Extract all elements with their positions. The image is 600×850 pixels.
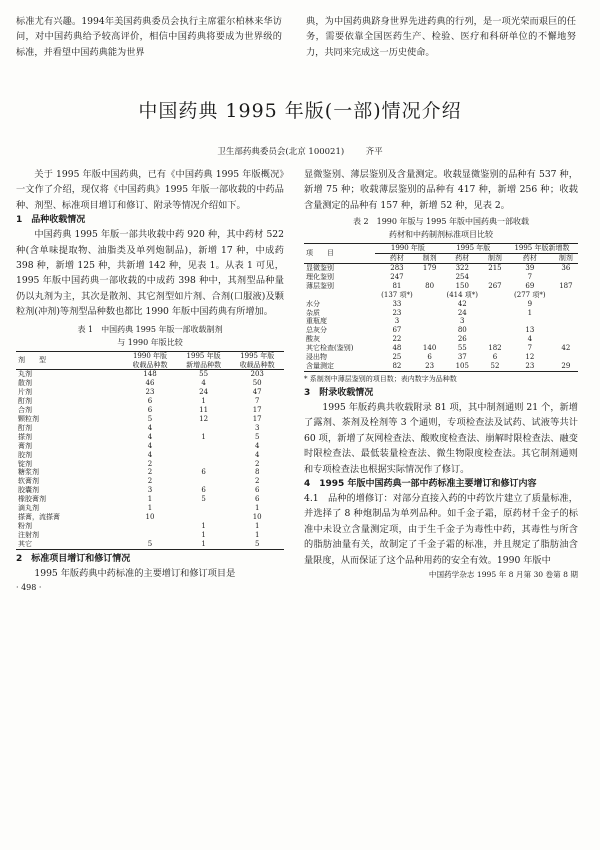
table-1-cell: 5	[147, 539, 153, 548]
table-2-cell: 215	[488, 264, 502, 273]
table-1-cell: 1	[147, 495, 153, 504]
table-1	[16, 323, 284, 550]
table-1-row	[16, 522, 284, 531]
table-2-cell: 247	[390, 272, 404, 281]
table-1-row	[16, 370, 284, 379]
affiliation: 卫生部药典委员会(北京 100021)	[217, 147, 345, 157]
table-2-cell	[419, 300, 441, 309]
table-1-cell: 1	[201, 530, 206, 539]
table-1-cell: 3	[147, 486, 153, 495]
table-2-cell	[419, 326, 441, 335]
table-1-cell: 6	[254, 495, 260, 504]
table-2-cell: 283	[390, 264, 404, 273]
table-2-row-label: 薄层鉴别	[306, 281, 334, 290]
table-1-cell: 1	[201, 539, 206, 548]
table-1-row-label: 酊剂	[18, 397, 32, 406]
section-3-heading: 3 附录收载情况	[304, 387, 374, 398]
table-1-row	[16, 495, 284, 504]
table-2-cell: 22	[392, 335, 402, 344]
table-1-header-type: 剂 型	[16, 351, 123, 370]
table-2-cell: 69	[525, 281, 535, 290]
table-2-cell: 81	[392, 281, 402, 290]
table-2-row	[304, 291, 578, 300]
table-1-caption-line1: 表 1 中国药典 1995 年版一部收载制剂	[77, 324, 223, 334]
table-2-row-label: 含量测定	[306, 362, 334, 370]
table-2-cell: 80	[425, 281, 435, 290]
table-1-row	[16, 406, 284, 415]
table-2-cell: 25	[392, 353, 402, 362]
table-2-cell: 150	[455, 281, 469, 290]
table-1-header-1990: 1990 年版	[132, 351, 167, 360]
table-1-cell: 1	[201, 397, 206, 406]
table-1-cell	[123, 522, 177, 531]
table-2-row-label: 杂质	[306, 308, 320, 317]
table-2-cell: 140	[422, 344, 437, 353]
table-1-row-label: 胶剂	[18, 450, 32, 459]
table-2-caption-line1: 表 2 1990 年版与 1995 年版中国药典一部收载	[353, 217, 529, 227]
table-1-row-label: 酊剂	[18, 423, 32, 432]
table-2-cell	[554, 335, 578, 344]
table-2-cell: 26	[457, 335, 467, 344]
table-1-cell: 4	[147, 432, 153, 441]
section-2-paragraph: 1995 年版药典中药标准的主要增订和修订项目是	[34, 567, 236, 579]
table-1-row-label: 散剂	[18, 379, 32, 388]
table-2-cell: 7	[527, 272, 533, 281]
table-2-row	[304, 317, 578, 326]
table-2-cell: 1	[527, 308, 533, 317]
table-1-cell: 1	[254, 521, 260, 530]
table-1-cell: 6	[201, 486, 206, 495]
journal-footer: 中国药学杂志 1995 年 8 月第 30 卷第 8 期	[428, 569, 578, 579]
section-3-paragraph: 1995 年版药典共收载附录 81 项，其中制剂通则 21 个，新增了露剂、茶剂及栓剂等 3 个通则，专项检查法及试药、试液等共计 60 项，新增了灰网检查法、酸败度检查法、崩解时限检查法、融变时限检查法、最低装量检查法、微生物限度检查法。其它制剂通则和专项检查法也根据实际情况作了修订。	[304, 401, 578, 475]
section-4-heading: 4 1995 年版中国药典一部中药标准主要增订和修订内容	[304, 478, 537, 489]
table-2-row-label: 浸出物	[306, 353, 327, 362]
table-2-cell	[554, 326, 578, 335]
table-2-cell: 12	[525, 353, 535, 362]
table-2-cell: 23	[425, 362, 435, 370]
table-2-cell: 254	[455, 272, 469, 281]
table-1-row-label: 橡胶膏剂	[18, 495, 46, 504]
table-2-cell: (137 项*)	[381, 290, 413, 299]
table-2-cell: 55	[457, 344, 467, 353]
table-2-row	[304, 309, 578, 318]
table-1-cell: 47	[252, 388, 262, 397]
table-2-cell: 39	[525, 264, 535, 273]
table-1-cell: 46	[145, 379, 155, 388]
table-2	[304, 215, 578, 385]
table-1-row	[16, 504, 284, 513]
table-2-cell: 67	[392, 326, 402, 335]
section-1-heading: 1 品种收载情况	[16, 215, 86, 226]
table-2-cell: 182	[488, 344, 502, 353]
table-1-row	[16, 460, 284, 469]
table-2-cell: 4	[527, 335, 533, 344]
table-2-row	[304, 344, 578, 353]
table-1-cell	[177, 424, 231, 433]
table-1-row	[16, 424, 284, 433]
table-2-row	[304, 300, 578, 309]
table-1-cell	[177, 504, 231, 513]
table-2-cell: 105	[455, 362, 469, 370]
table-2-subheader: 制剂	[487, 254, 502, 263]
table-1-cell: 203	[250, 370, 264, 379]
table-2-cell	[554, 291, 578, 300]
table-2-subheader: 制剂	[422, 254, 437, 263]
table-1-row	[16, 388, 284, 397]
table-1-cell: 2	[147, 468, 153, 477]
table-1-cell: 4	[254, 450, 260, 459]
table-1-cell: 17	[252, 406, 262, 415]
table-1-cell: 6	[147, 406, 153, 415]
table-1-row-label: 颗粒剂	[18, 415, 39, 423]
table-2-cell: 6	[492, 353, 498, 362]
table-1-cell	[177, 477, 231, 486]
table-1-cell: 4	[147, 423, 153, 432]
table-1-cell: 50	[252, 379, 262, 388]
table-2-cell: 37	[457, 353, 467, 362]
table-2-cell	[554, 317, 578, 326]
table-1-subheader-1995: 收载品种数	[239, 360, 275, 369]
table-1-cell: 12	[199, 415, 209, 423]
table-2-row	[304, 335, 578, 344]
table-2-cell: 3	[460, 317, 465, 326]
table-2-cell: (414 项*)	[446, 290, 479, 299]
table-1-cell	[177, 451, 231, 460]
table-2-subheader: 制剂	[558, 254, 573, 263]
table-1-row	[16, 433, 284, 442]
table-2-cell: 29	[561, 362, 571, 370]
table-2-cell: (277 项*)	[514, 290, 546, 299]
table-1-cell: 6	[201, 468, 206, 477]
table-2-cell	[554, 273, 578, 282]
top-right-paragraph: 典，为中国药典跻身世界先进药典的行列，是一项光荣而艰巨的任务，需要依靠全国医药生产、检验、医疗和科研单位的不懈地努力，共同来完成这一历史使命。	[306, 16, 576, 58]
table-2-cell: 6	[427, 353, 432, 362]
table-2-cell: 52	[490, 362, 500, 370]
table-1-cell: 2	[254, 477, 260, 486]
table-2-cell	[484, 317, 506, 326]
table-1-header-new: 1995 年版	[186, 351, 221, 360]
table-2-cell: 23	[392, 308, 402, 317]
table-1-cell: 6	[254, 486, 260, 495]
table-1-cell: 11	[199, 406, 209, 415]
table-2-cell	[419, 291, 441, 300]
table-1-cell: 23	[145, 388, 155, 397]
table-2-cell	[419, 273, 441, 282]
byline	[0, 145, 600, 157]
table-1-cell: 2	[147, 459, 153, 468]
section-4-1-paragraph: 4.1 品种的增修订：对部分直接入药的中药饮片建立了质量标准，并选择了 8 种炮制品为单列品种。如千金子霜，原药材千金子的标准中未设立含量测定项，由于生千金子为毒性中药，其毒性与所含的脂肪油量有关，故制定了千金子霜的标准，并且规定了脂肪油含量限度，从而保证了这个品种用药的安全有效。1990 年版中	[304, 492, 578, 566]
table-1-row	[16, 451, 284, 460]
table-2-cell: 36	[561, 264, 571, 273]
table-1-cell: 4	[147, 450, 153, 459]
table-2-header-new: 1995 年版新增数	[506, 244, 578, 254]
table-2-cell: 267	[488, 281, 502, 290]
table-1-row-label: 搽膏，流搽膏	[18, 512, 60, 521]
table-1-cell: 24	[199, 388, 209, 397]
table-1-cell: 1	[201, 521, 206, 530]
table-1-row-label: 胶囊剂	[18, 486, 39, 495]
table-2-cell: 3	[394, 317, 400, 326]
table-1-row-label: 合剂	[18, 406, 32, 415]
table-1-row-label: 粉剂	[18, 521, 32, 530]
table-1-row-label: 其它	[18, 539, 32, 548]
table-2-cell	[484, 300, 506, 309]
table-1-cell: 4	[254, 441, 260, 450]
table-2-cell	[419, 309, 441, 318]
table-1-cell: 55	[199, 370, 209, 379]
table-2-cell	[554, 353, 578, 362]
table-1-cell: 1	[201, 432, 206, 441]
table-1-cell: 4	[147, 441, 153, 450]
table-1-row	[16, 513, 284, 522]
table-2-cell: 80	[457, 326, 467, 335]
table-2-cell: 82	[392, 362, 402, 370]
table-1-cell: 1	[254, 504, 260, 513]
table-1-row	[16, 397, 284, 406]
table-2-cell: 33	[392, 299, 402, 308]
table-1-cell: 2	[254, 459, 260, 468]
right-paragraph-1: 显微鉴别、薄层鉴别及含量测定。收载显微鉴别的品种有 537 种，新增 75 种；收载薄层鉴别的品种有 417 种，新增 256 种；收载含量测定的品种有 157 种，新增 52 种，见表 2。	[304, 169, 578, 211]
top-left-paragraph: 标准尤有兴趣。1994年美国药典委员会执行主席霍尔柏林来华访问，对中国药典给予较高评价，相信中国药典将要成为世界级的标准，并看望中国药典能为世界	[16, 16, 282, 58]
left-column	[16, 167, 284, 592]
table-1-row	[16, 531, 284, 540]
table-1-cell	[177, 513, 231, 522]
table-1-row	[16, 477, 284, 486]
table-2-cell	[484, 273, 506, 282]
table-1-row	[16, 486, 284, 495]
table-1-cell: 5	[254, 432, 260, 441]
table-2-cell	[554, 300, 578, 309]
table-2-cell: 13	[525, 326, 535, 335]
table-2-cell	[484, 309, 506, 318]
table-2-subheader: 药材	[455, 254, 470, 263]
table-2-subheader: 药材	[522, 254, 537, 263]
table-2-cell: 42	[457, 299, 467, 308]
table-1-cell: 8	[254, 468, 260, 477]
table-2-row	[304, 282, 578, 291]
right-column	[304, 167, 578, 580]
table-2-cell: 48	[392, 344, 402, 353]
table-1-cell: 6	[147, 397, 153, 406]
table-2-row-label: 酸灰	[306, 335, 320, 344]
table-1-row	[16, 415, 284, 424]
table-1-cell	[177, 442, 231, 451]
table-2-row-label: 其它检查(鉴别)	[306, 344, 354, 353]
table-2-cell: 23	[525, 362, 535, 370]
intro-paragraph: 关于 1995 年版中国药典，已有《中国药典 1995 年版概况》一文作了介绍，现仅将《中国药典》1995 年版一部收载的中药品种、剂型、标准项目增订和修订、附录等情况介绍如下。	[16, 169, 284, 211]
table-1-cell: 17	[252, 415, 262, 423]
table-2-row-label: 显微鉴别	[306, 264, 334, 273]
table-2-row	[304, 362, 578, 371]
table-2-cell	[484, 326, 506, 335]
table-2-row-label: 水分	[306, 299, 320, 308]
table-1-row	[16, 379, 284, 388]
table-1-cell: 10	[145, 512, 155, 521]
table-2-row	[304, 264, 578, 273]
table-2-header-1995: 1995 年版	[441, 244, 506, 254]
table-2-caption-line2: 药材和中药制剂标准项目比较	[389, 230, 493, 240]
table-1-cell: 1	[254, 530, 260, 539]
table-2-cell: 9	[527, 299, 533, 308]
table-2-row-label: 理化鉴别	[306, 272, 334, 281]
table-1-row-label: 丸剂	[18, 370, 32, 379]
table-1-row-label: 片剂	[18, 388, 32, 397]
table-2-cell: 24	[457, 308, 467, 317]
table-2-cell: 42	[561, 344, 571, 353]
table-1-cell: 148	[143, 370, 157, 379]
table-1-cell: 3	[254, 423, 260, 432]
table-2-footnote: * 系制剂中薄层鉴别的项目数；表内数字为品种数	[304, 374, 457, 383]
table-2-row	[304, 353, 578, 362]
table-1-cell: 5	[201, 495, 206, 504]
table-2-cell	[484, 291, 506, 300]
table-1-cell: 2	[147, 477, 153, 486]
table-2-row-label: 重瓶度	[306, 317, 327, 326]
table-2-cell: 7	[527, 344, 533, 353]
table-1-row-label: 滴丸剂	[18, 504, 39, 513]
table-2-header-item: 项 目	[304, 244, 375, 264]
table-2-cell: 179	[422, 264, 437, 273]
table-1-row-label: 锭剂	[18, 459, 32, 468]
table-2-row-label: 总灰分	[306, 326, 327, 335]
page-number: · 498 ·	[16, 583, 42, 592]
table-2-cell	[419, 317, 441, 326]
table-1-cell: 1	[147, 504, 153, 513]
article-title: 中国药典 1995 年版(一部)情况介绍	[138, 100, 462, 122]
table-1-row	[16, 442, 284, 451]
table-1-row	[16, 468, 284, 477]
table-1-row-label: 软膏剂	[18, 477, 39, 486]
table-1-cell	[123, 531, 177, 540]
section-2-heading: 2 标准项目增订和修订情况	[16, 553, 131, 564]
table-2-cell	[554, 309, 578, 318]
table-1-row-label: 搽剂	[18, 432, 32, 441]
table-1-subheader-1990: 收载品种数	[132, 360, 168, 369]
table-2-row-label	[304, 291, 375, 300]
table-1-row-label: 注射剂	[18, 530, 39, 539]
table-1-row-label: 膏剂	[18, 441, 32, 450]
table-1-cell: 7	[254, 397, 260, 406]
table-2-subheader: 药材	[389, 254, 404, 263]
table-1-cell: 5	[147, 415, 153, 423]
table-1-row-label: 糖浆剂	[18, 468, 39, 477]
table-1-cell	[177, 460, 231, 469]
table-2-cell: 187	[559, 281, 573, 290]
author-name: 齐平	[365, 147, 383, 157]
table-1-row	[16, 540, 284, 549]
table-1-subheader-new: 新增品种数	[186, 360, 222, 369]
table-2-cell	[419, 335, 441, 344]
section-1-paragraph: 中国药典 1995 年版一部共收载中药 920 种，其中药材 522 种(含单味提取物、油脂类及单列炮制品)，新增 17 种，中成药 398 种，新增 125 种，共新增 142 种，见表 1。从表 1 可见，1995 年版中国药典一部收载的中成药 398 种中，其剂型品种量仍以丸剂为主，其次是散剂、其它剂型如片剂、合剂(口服液)及颗粒剂(冲剂)等剂型品种数也都比 1990 年版中国药典有所增加。	[16, 229, 284, 318]
table-1-cell: 10	[252, 512, 262, 521]
table-2-cell: 322	[455, 264, 469, 273]
table-1-header-1995: 1995 年版	[240, 351, 275, 360]
table-2-row	[304, 273, 578, 282]
table-1-caption-line2: 与 1990 年版比较	[117, 337, 183, 347]
table-2-header-1990: 1990 年版	[375, 244, 440, 254]
table-1-cell: 5	[254, 539, 260, 548]
table-2-row	[304, 326, 578, 335]
table-1-cell: 4	[201, 379, 206, 388]
table-2-cell	[506, 317, 554, 326]
table-2-cell	[484, 335, 506, 344]
